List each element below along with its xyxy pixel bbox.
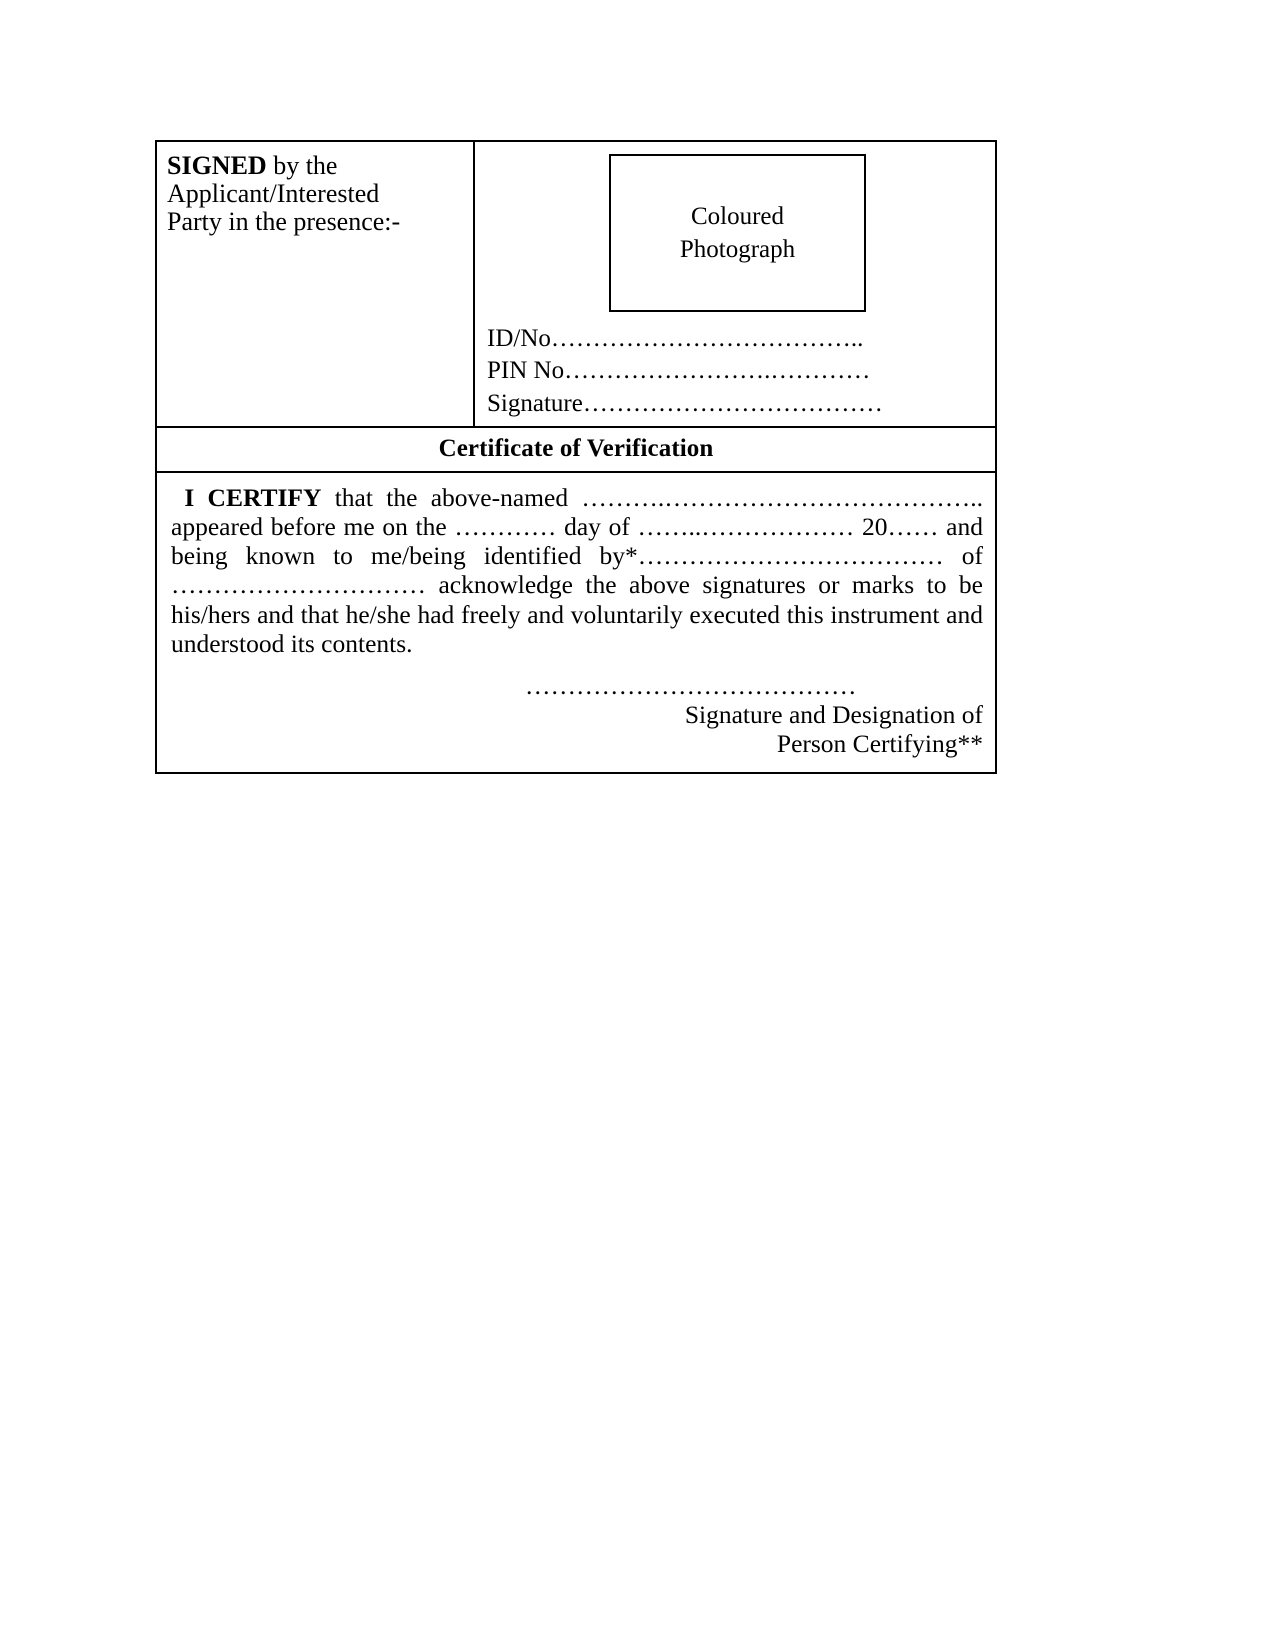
certify-paragraph (165, 483, 987, 658)
signed-by-cell (157, 142, 475, 426)
signed-keyword: SIGNED (167, 151, 267, 180)
signature-dots: ……………………………… (582, 389, 883, 417)
id-number-dots: ……………………………….. (550, 325, 864, 352)
signature-field[interactable] (487, 388, 983, 420)
certifier-signature-line[interactable]: ………………………………… (525, 670, 857, 700)
signed-by-the-text: by the (266, 151, 338, 180)
id-number-field[interactable] (487, 323, 983, 355)
certify-paragraph-text: that the above-named ……….……………………………….. appeared before me on the ………… day of ……..……………… 20…… and being known to me/being identified by*……………………………… of ………………………… acknowledge the above signatures or marks to be his/hers and that he/she had freely and voluntarily executed this instrument and understood its contents. (171, 482, 984, 658)
photograph-label-line-2: Photograph (679, 236, 796, 263)
certificate-title-row (157, 428, 995, 473)
certify-body-row (157, 473, 995, 773)
verification-form-table (155, 140, 997, 774)
i-certify-keyword: I CERTIFY (184, 482, 322, 512)
signed-and-photograph-row (157, 142, 995, 428)
certifier-caption-line-2: Person Certifying** (776, 729, 983, 759)
signed-by-line-2: Applicant/Interested (167, 178, 380, 208)
certificate-of-verification-heading: Certificate of Verification (438, 435, 714, 463)
signed-by-line-3: Party in the presence:- (167, 206, 401, 236)
pin-number-dots: …………………….………… (564, 357, 871, 385)
pin-number-label: PIN No (487, 357, 565, 385)
photograph-label-line-1: Coloured (690, 203, 785, 230)
identity-fields-group (487, 323, 983, 420)
signature-label: Signature (487, 389, 583, 417)
coloured-photograph-placeholder[interactable] (609, 154, 866, 312)
certifier-caption-line-1: Signature and Designation of (684, 700, 983, 730)
pin-number-field[interactable] (487, 355, 983, 387)
photograph-and-identity-cell (475, 142, 995, 426)
certifier-caption (165, 700, 987, 758)
id-number-label: ID/No (487, 325, 551, 352)
signed-by-line-1 (167, 152, 463, 180)
